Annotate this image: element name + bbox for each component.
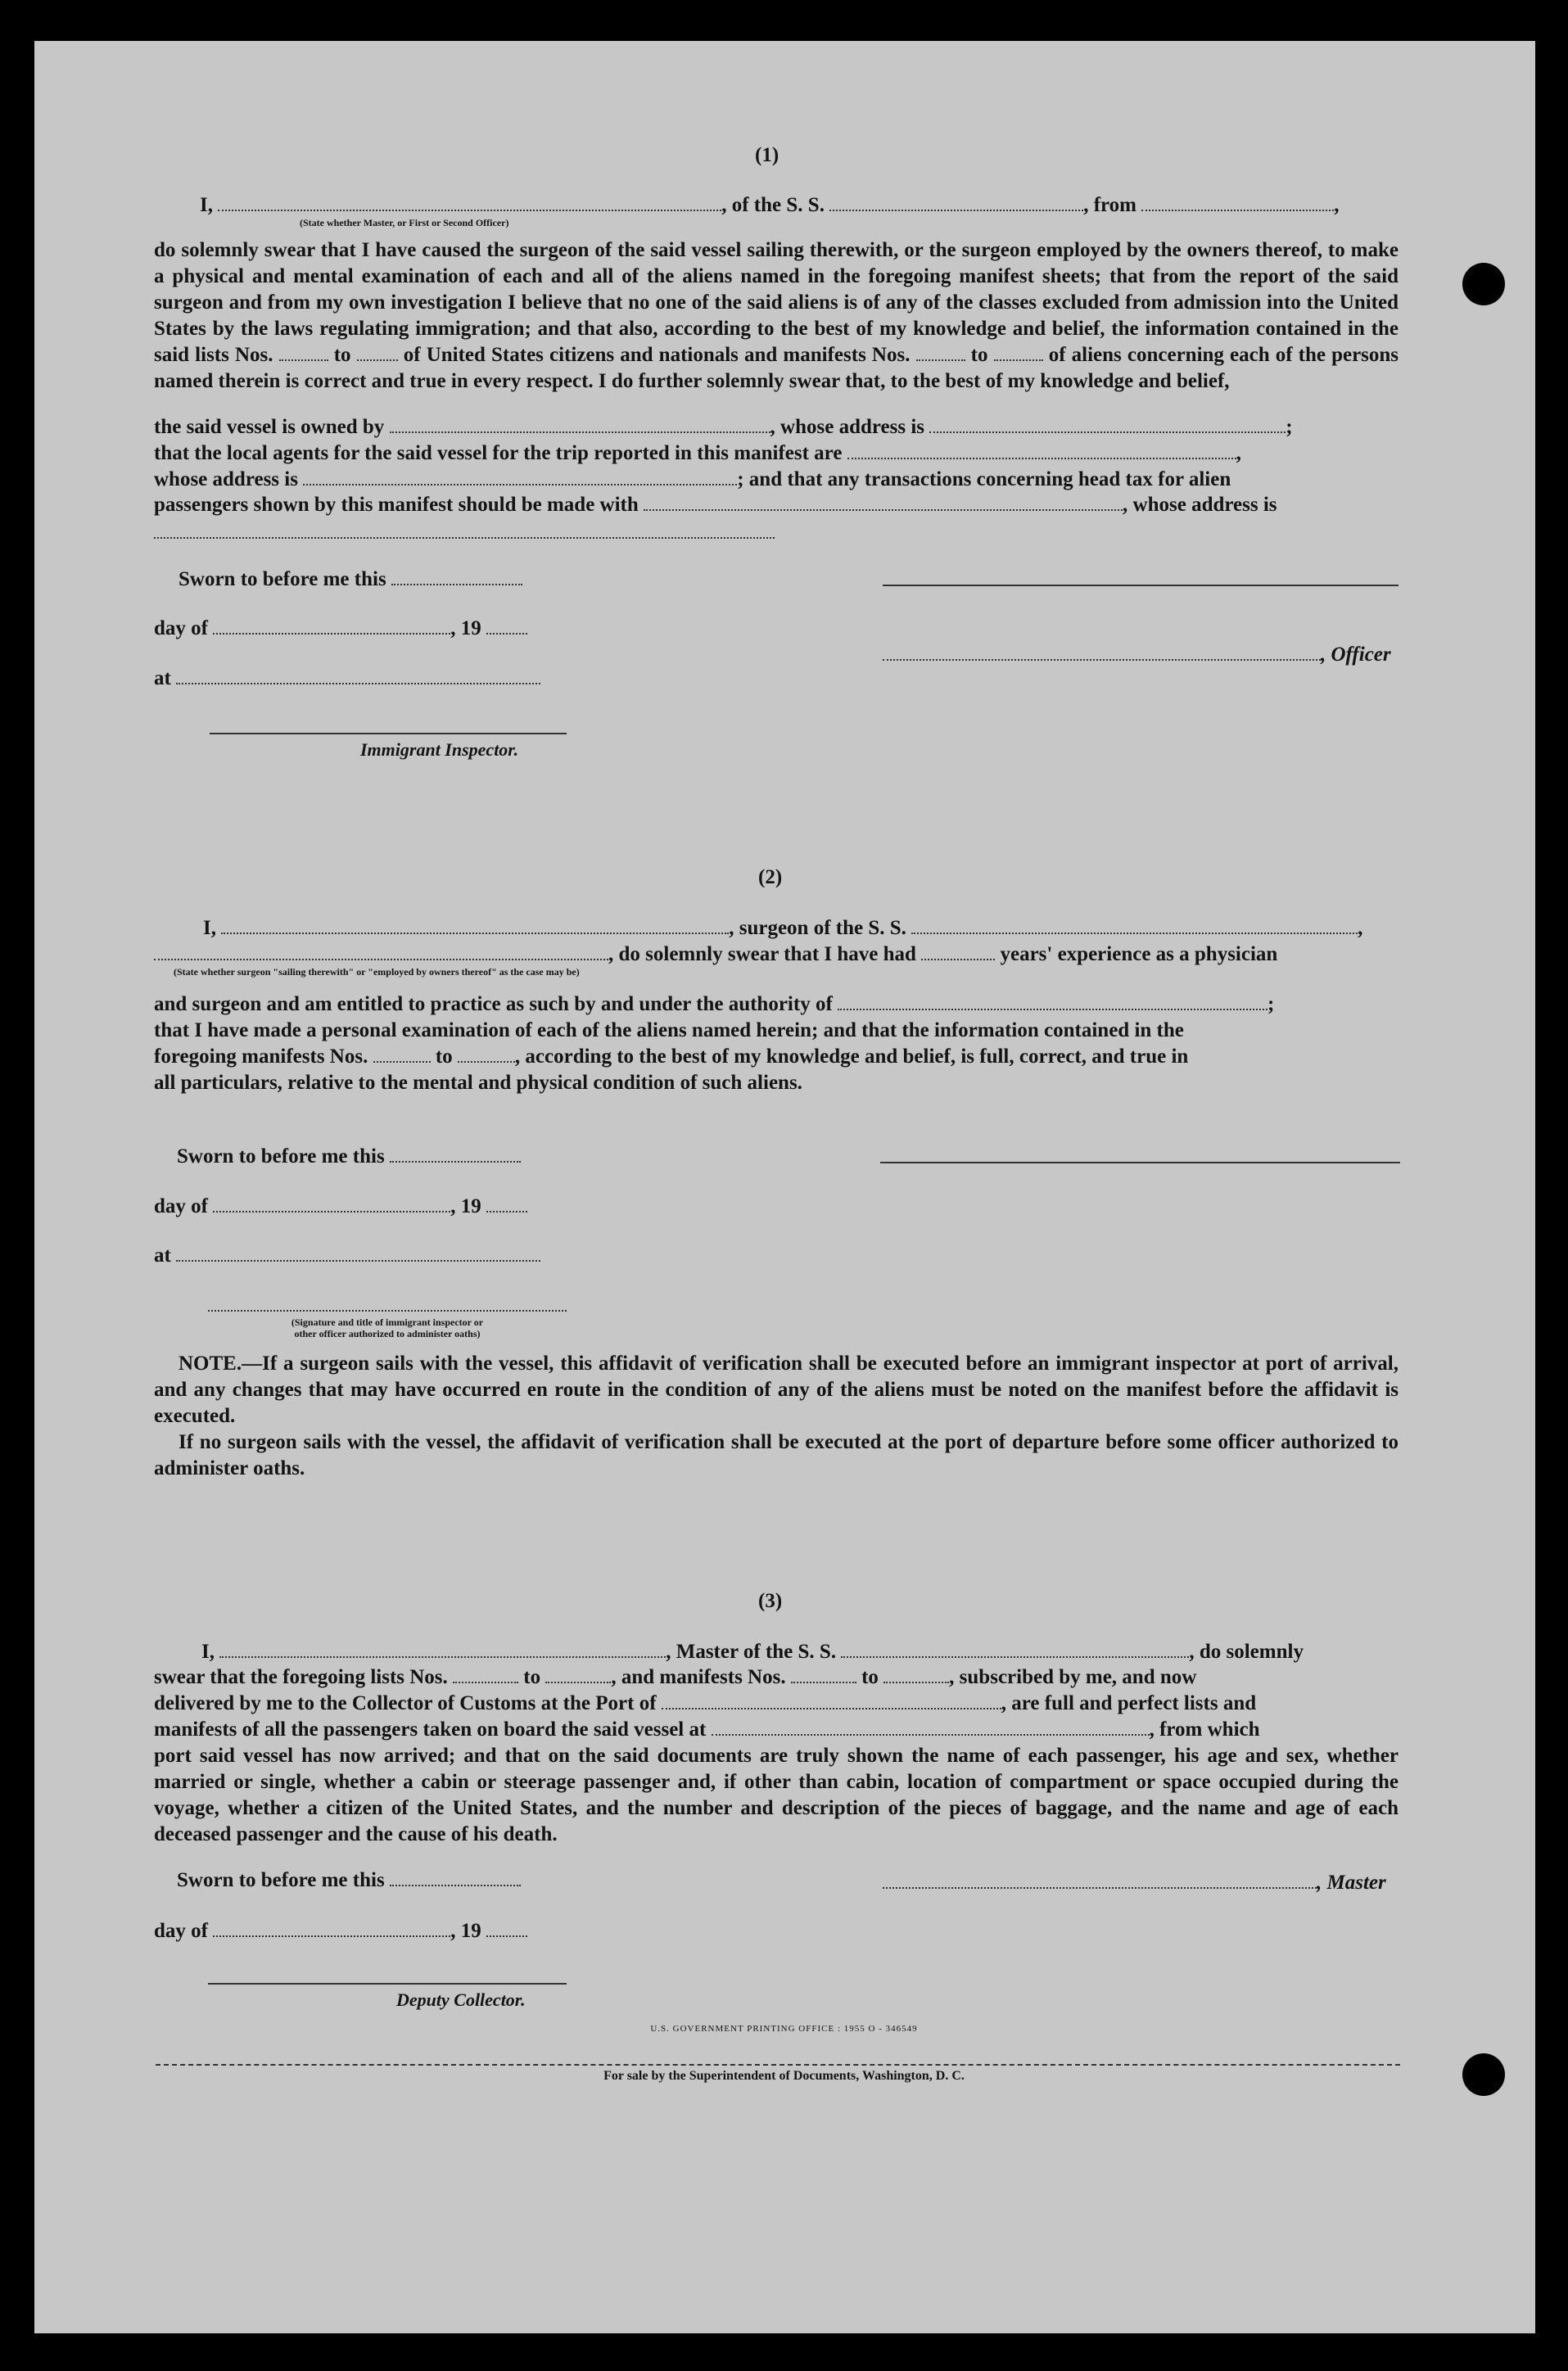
master-name-blank[interactable] [219,1642,666,1658]
alien-manifest-to-blank[interactable] [994,345,1043,361]
punch-hole-top [1462,263,1505,305]
head-tax-contact-blank[interactable] [644,495,1123,511]
manifest-from-blank[interactable] [373,1046,431,1063]
day-of-line-3: day of , 19 [154,1918,527,1944]
lists-from-blank[interactable] [453,1667,518,1683]
section-2-number: (2) [758,866,783,888]
boarding-port-blank[interactable] [712,1719,1150,1736]
signature-title-note: (Signature and title of immigrant inspector or other officer authorized to administer oaths) [291,1316,484,1339]
citizen-list-to-blank[interactable] [357,345,398,361]
administering-officer-signature-line[interactable] [208,1310,567,1312]
sworn-day-blank-2[interactable] [390,1146,521,1163]
master-signature-blank[interactable] [883,1872,1317,1889]
surgeon-line-1: I, , surgeon of the S. S. , [203,917,1363,939]
year-blank-2[interactable] [486,1196,527,1213]
surgeon-vessel-blank[interactable] [911,918,1358,934]
month-blank-3[interactable] [213,1921,450,1937]
year-blank-3[interactable] [486,1921,527,1937]
surgeon-status-note: (State whether surgeon "sailing therewith" or "employed by owners thereof" as the case may be) [174,966,580,978]
agent-address-blank[interactable] [303,469,737,485]
sworn-day-blank-3[interactable] [390,1870,521,1886]
punch-hole-bottom [1462,2053,1505,2096]
head-tax-address-line[interactable] [154,537,775,539]
officer-rank-blank[interactable] [218,195,721,211]
sworn-line-3: Sworn to before me this [177,1867,521,1894]
master-line-2: swear that the foregoing lists Nos. to , and manifests Nos. to , subscribed by me, and now [154,1666,1197,1688]
section-1-number: (1) [755,144,779,166]
citizen-list-from-blank[interactable] [279,345,328,361]
note-paragraph-1: NOTE.—If a surgeon sails with the vessel, this affidavit of verification shall be executed before an immigrant inspector at port of arrival, and any changes that may have occurred en route in the condition of any of the aliens must be noted on the manifest before the affidavit is executed. [154,1353,1399,1427]
month-blank-1[interactable] [213,618,450,635]
sworn-line-1: Sworn to before me this [178,567,522,593]
master-vessel-blank[interactable] [841,1642,1189,1658]
officer-signature-row: , Officer [883,642,1391,668]
customs-port-blank[interactable] [662,1693,1001,1709]
gpo-imprint: U.S. GOVERNMENT PRINTING OFFICE : 1955 O - 346549 [650,2024,918,2034]
inspector-signature-line[interactable] [210,733,567,734]
head-tax-line: passengers shown by this manifest should be made with , whose address is [154,494,1277,516]
authority-blank[interactable] [838,994,1268,1010]
alien-manifest-from-blank[interactable] [916,345,965,361]
manifests-from-blank-3[interactable] [791,1667,856,1683]
sale-notice: For sale by the Superintendent of Documents, Washington, D. C. [603,2069,965,2083]
immigrant-inspector-label: Immigrant Inspector. [360,739,519,760]
officer-signature-line-top[interactable] [883,585,1399,586]
deputy-collector-signature-line[interactable] [208,1983,567,1985]
departure-port-blank[interactable] [1141,195,1334,211]
oath-line-1: I, , of the S. S. , from , [200,194,1340,216]
manifests-line: foregoing manifests Nos. to , according to the best of my knowledge and belief, is full, correct, and true in [154,1045,1189,1068]
years-experience-blank[interactable] [921,944,995,960]
sworn-day-blank-1[interactable] [391,569,522,585]
particulars-line: all particulars, relative to the mental and physical condition of such aliens. [154,1072,802,1094]
note-paragraph-2: If no surgeon sails with the vessel, the affidavit of verification shall be executed at the port of departure before some officer authorized to administer oaths. [154,1431,1399,1479]
surgeon-status-blank[interactable] [154,944,608,960]
master-line-1: I, , Master of the S. S. , do solemnly [201,1641,1304,1663]
agent-address-line: whose address is ; and that any transactions concerning head tax for alien [154,468,1231,490]
manifest-to-blank[interactable] [458,1046,515,1063]
vessel-owner-blank[interactable] [390,417,770,433]
surgeon-name-blank[interactable] [221,918,729,934]
master-line-3: delivered by me to the Collector of Customs at the Port of , are full and perfect lists and [154,1692,1257,1714]
owner-line: the said vessel is owned by , whose address is ; [154,416,1293,438]
section-3-number: (3) [758,1590,783,1612]
footer-rule [156,2064,1400,2066]
section-1-body: do solemnly swear that I have caused the surgeon of the said vessel sailing therewith, or the surgeon employed by the owners thereof, to make a physical and mental examination of each and all of the aliens named in the foregoing manifest sheets; that from the report of the said surgeon and from my own investigation I believe that no one of the said aliens is of any of the classes excluded from admission into the United States by the laws regulating immigration; and that also, according to the best of my knowledge and belief, the information contained in the said lists Nos. to of United States citizens and nationals and manifests Nos. to of aliens concerning each of the persons named therein is correct and true in every respect. I do further solemnly swear that, to the best of my knowledge and belief, [154,239,1399,392]
month-blank-2[interactable] [213,1196,450,1213]
surgeon-line-2: , do solemnly swear that I have had years' experience as a physician [154,942,1277,968]
master-signature-row: , Master [883,1870,1386,1896]
examination-line: that I have made a personal examination of each of the aliens named herein; and that the information contained in the [154,1019,1184,1041]
year-blank-1[interactable] [486,618,527,635]
vessel-name-blank[interactable] [829,195,1083,211]
agents-line: that the local agents for the said vessel for the trip reported in this manifest are , [154,442,1241,464]
officer-signature-blank[interactable] [883,644,1321,661]
manifests-to-blank-3[interactable] [883,1667,949,1683]
at-line-2: at [154,1243,540,1269]
owner-address-blank[interactable] [929,417,1286,433]
at-line-1: at [154,666,540,692]
day-of-line-1: day of , 19 [154,616,527,642]
place-blank-1[interactable] [176,668,540,684]
deputy-collector-label: Deputy Collector. [396,1989,526,2010]
authority-line: and surgeon and am entitled to practice as such by and under the authority of ; [154,993,1275,1015]
section-3-body: port said vessel has now arrived; and that on the said documents are truly shown the name of each passenger, his age and sex, whether married or single, whether a cabin or steerage passenger and, if other than cabin, location of compartment or space occupied during the voyage, whether a citizen of the United States, and the number and description of the pieces of baggage, and the name and age of each deceased passenger and the cause of his death. [154,1745,1399,1845]
local-agents-blank[interactable] [847,443,1236,459]
sworn-line-2: Sworn to before me this [177,1144,521,1170]
surgeon-signature-line[interactable] [880,1162,1400,1163]
officer-rank-note: (State whether Master, or First or Second Officer) [300,217,509,228]
day-of-line-2: day of , 19 [154,1194,527,1220]
master-line-4: manifests of all the passengers taken on board the said vessel at , from which [154,1718,1260,1741]
lists-to-blank[interactable] [545,1667,611,1683]
place-blank-2[interactable] [176,1245,540,1262]
